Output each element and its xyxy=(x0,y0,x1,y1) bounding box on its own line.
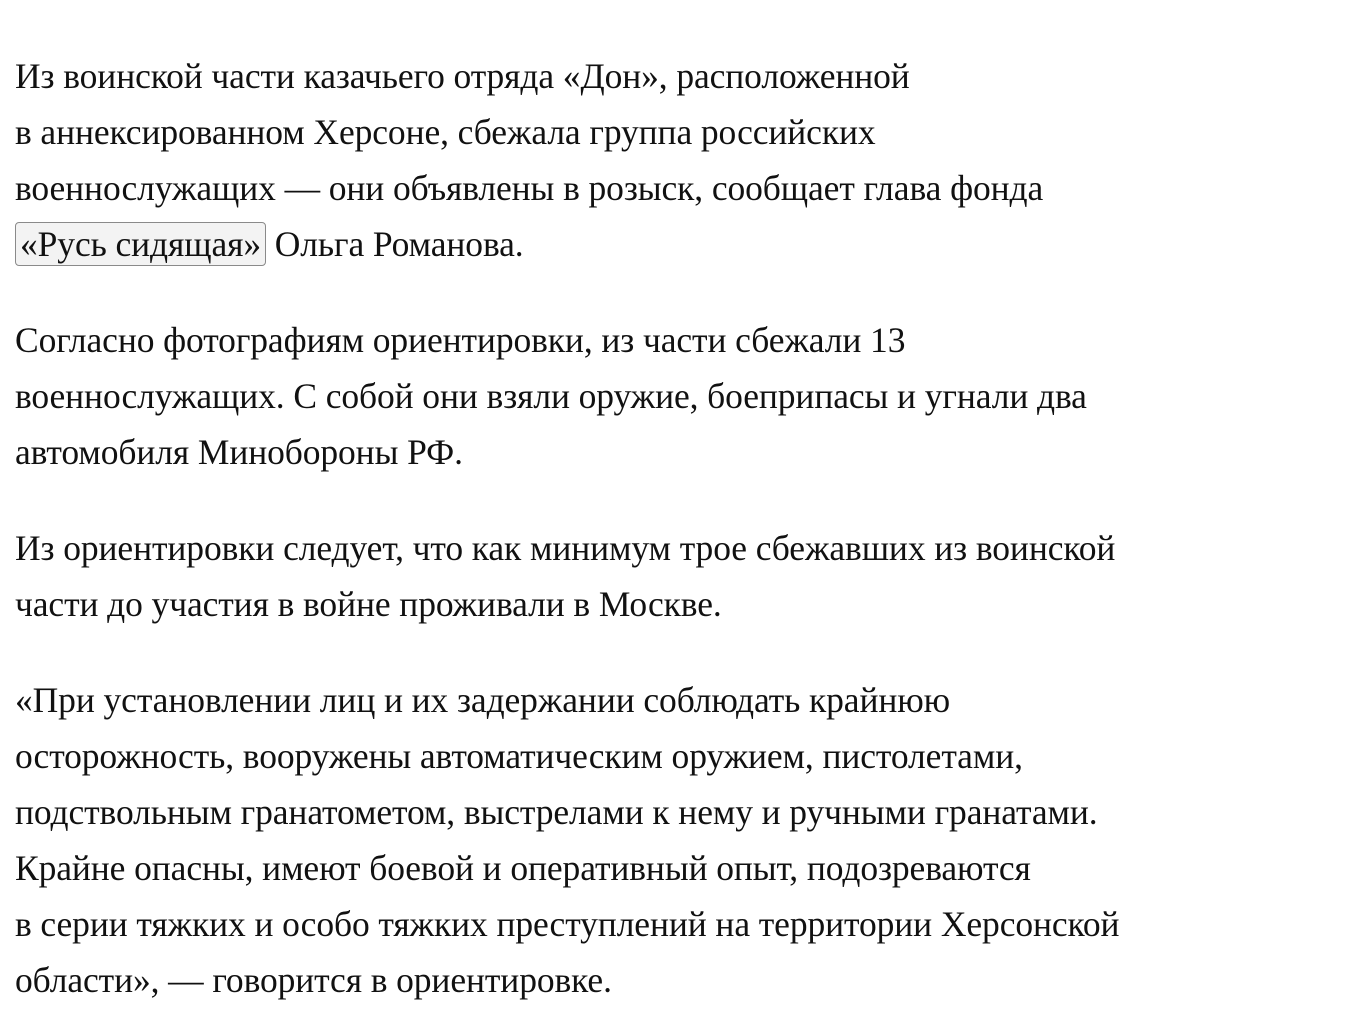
p3-line-1: Из ориентировки следует, что как минимум трое сбежавших из воинской xyxy=(15,528,1116,568)
p4-line-3: подствольным гранатометом, выстрелами к нему и ручными гранатами. xyxy=(15,792,1098,832)
p4-line-2: осторожность, вооружены автоматическим оружием, пистолетами, xyxy=(15,736,1023,776)
rus-sidyashchaya-link[interactable]: «Русь сидящая» xyxy=(15,222,266,266)
paragraph-2 xyxy=(15,312,1345,480)
p1-line-1: Из воинской части казачьего отряда «Дон», расположенной xyxy=(15,56,910,96)
p1-after-link: Ольга Романова. xyxy=(265,224,524,264)
p3-line-2: части до участия в войне проживали в Москве. xyxy=(15,584,722,624)
paragraph-1 xyxy=(15,48,1345,272)
p4-line-4: Крайне опасны, имеют боевой и оперативный опыт, подозреваются xyxy=(15,848,1031,888)
p4-line-5: в серии тяжких и особо тяжких преступлений на территории Херсонской xyxy=(15,904,1120,944)
p1-line-2: в аннексированном Херсоне, сбежала группа российских xyxy=(15,112,876,152)
paragraph-3 xyxy=(15,520,1345,632)
p2-line-1: Согласно фотографиям ориентировки, из части сбежали 13 xyxy=(15,320,906,360)
p2-line-3: автомобиля Минобороны РФ. xyxy=(15,432,463,472)
p4-line-6: области», — говорится в ориентировке. xyxy=(15,960,612,1000)
article-body xyxy=(15,48,1345,1008)
p2-line-2: военнослужащих. С собой они взяли оружие, боеприпасы и угнали два xyxy=(15,376,1087,416)
p1-line-3: военнослужащих — они объявлены в розыск, сообщает глава фонда xyxy=(15,168,1044,208)
p4-line-1: «При установлении лиц и их задержании соблюдать крайнюю xyxy=(15,680,951,720)
paragraph-4-quote xyxy=(15,672,1345,1008)
